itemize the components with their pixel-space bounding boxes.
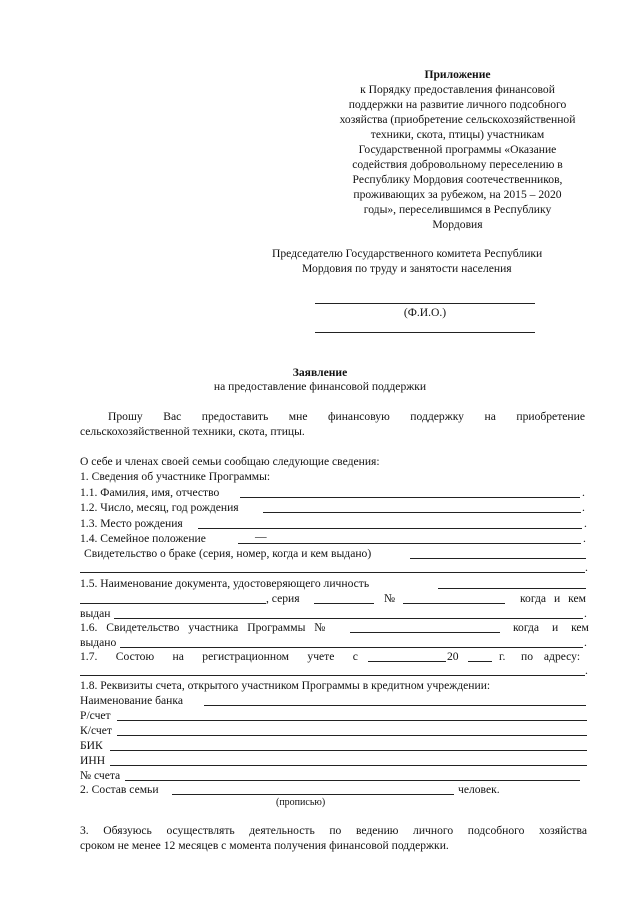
appendix-line: к Порядку предоставления финансовой bbox=[360, 83, 555, 96]
statement-subtitle: на предоставление финансовой поддержки bbox=[213, 380, 427, 393]
section-1-8-title: 1.8. Реквизиты счета, открытого участником Программы в кредитном учреждении: bbox=[80, 679, 491, 692]
request-line-2: сельскохозяйственной техники, скота, птицы. bbox=[80, 425, 305, 438]
issued-line[interactable] bbox=[114, 618, 583, 619]
addressee-line-2: Мордовия по труду и занятости населения bbox=[302, 262, 512, 275]
appendix-line: техники, скота, птицы) участникам bbox=[370, 128, 545, 141]
appendix-line: Республику Мордовия соотечественников, bbox=[352, 173, 563, 186]
fio-line-bottom bbox=[315, 332, 535, 333]
field-1-1-label: 1.1. Фамилия, имя, отчество bbox=[80, 486, 220, 499]
section-3-line-2: сроком не менее 12 месяцев с момента получения финансовой поддержки. bbox=[80, 839, 449, 852]
field-1-3-label: 1.3. Место рождения bbox=[80, 517, 183, 530]
field-1-4-value: — bbox=[255, 530, 267, 543]
fio-line-top bbox=[315, 303, 535, 304]
number-sign-1: № bbox=[384, 592, 396, 605]
field-1-3-dot: . bbox=[584, 517, 587, 530]
bank-name-label: Наименование банка bbox=[80, 694, 183, 707]
appendix-title: Приложение bbox=[424, 68, 491, 81]
field-1-6-label: 1.6. Свидетельство участника Программы № bbox=[80, 621, 326, 634]
field-1-1-dot: . bbox=[582, 486, 585, 499]
request-line-1: Прошу Вас предоставить мне финансовую поддержку на приобретение bbox=[108, 410, 585, 423]
field-1-1-line[interactable] bbox=[240, 497, 580, 498]
year-prefix: 20 bbox=[447, 650, 459, 663]
field-1-2-dot: . bbox=[582, 501, 585, 514]
account-no-label: № счета bbox=[80, 769, 121, 782]
marriage-line-2[interactable] bbox=[80, 572, 585, 573]
bik-label: БИК bbox=[80, 739, 103, 752]
statement-title: Заявление bbox=[292, 366, 348, 379]
field-1-6-line[interactable] bbox=[350, 632, 500, 633]
year-line[interactable] bbox=[468, 661, 492, 662]
rs-label: Р/счет bbox=[80, 709, 111, 722]
appendix-line: годы», переселившимся в Республику bbox=[363, 203, 552, 216]
appendix-line: Мордовия bbox=[432, 218, 483, 231]
when-by-1 bbox=[520, 592, 586, 605]
when-by-2: когда и кем bbox=[513, 621, 589, 634]
bank-name-line[interactable] bbox=[204, 705, 586, 706]
issued2-line[interactable] bbox=[120, 647, 583, 648]
section-3-line-1: 3. Обязуюсь осуществлять деятельность по ведению личного подсобного хозяйства bbox=[80, 824, 587, 837]
appendix-line: хозяйства (приобретение сельскохозяйственной bbox=[339, 113, 576, 126]
intro-text: О себе и членах своей семьи сообщаю следующие сведения: bbox=[80, 455, 380, 468]
ks-line[interactable] bbox=[117, 735, 587, 736]
persons-label: человек. bbox=[458, 783, 500, 796]
address-dot: . bbox=[585, 664, 588, 677]
in-words-hint: (прописью) bbox=[276, 797, 326, 808]
fio-label: (Ф.И.О.) bbox=[403, 306, 447, 319]
issued2-label: выдано bbox=[80, 636, 117, 649]
field-1-7-label: 1.7. Состою на регистрационном учете с bbox=[80, 650, 358, 663]
number-line-1[interactable] bbox=[403, 603, 505, 604]
appendix-line: поддержки на развитие личного подсобного bbox=[348, 98, 567, 111]
bik-line[interactable] bbox=[110, 750, 587, 751]
family-count-line[interactable] bbox=[172, 794, 454, 795]
addressee-line-1: Председателю Государственного комитета Республики bbox=[272, 247, 543, 260]
series-line[interactable] bbox=[314, 603, 374, 604]
address-label: по адресу: bbox=[521, 650, 581, 663]
account-no-line[interactable] bbox=[125, 780, 580, 781]
series-label: , серия bbox=[266, 592, 300, 605]
field-1-4-label: 1.4. Семейное положение bbox=[80, 532, 206, 545]
field-1-5-line[interactable] bbox=[438, 588, 586, 589]
appendix-line: проживающих за рубежом, на 2015 – 2020 bbox=[353, 188, 562, 201]
inn-line[interactable] bbox=[110, 765, 587, 766]
when-by-word: и bbox=[554, 592, 561, 605]
appendix-line: содействия добровольному переселению в bbox=[352, 158, 563, 171]
appendix-line: Государственной программы «Оказание bbox=[358, 143, 557, 156]
field-1-4-line[interactable] bbox=[238, 543, 581, 544]
issued-dot: . bbox=[584, 607, 587, 620]
when-by-word: кем bbox=[568, 592, 586, 605]
inn-label: ИНН bbox=[80, 754, 106, 767]
field-1-4-dot: . bbox=[583, 532, 586, 545]
reg-date-line[interactable] bbox=[368, 661, 446, 662]
field-1-5-label: 1.5. Наименование документа, удостоверяющего личность bbox=[80, 577, 370, 590]
issued-label: выдан bbox=[80, 607, 111, 620]
section-1-title: 1. Сведения об участнике Программы: bbox=[80, 470, 271, 483]
ks-label: К/счет bbox=[80, 724, 112, 737]
rs-line[interactable] bbox=[117, 720, 587, 721]
field-1-3-line[interactable] bbox=[198, 528, 582, 529]
field-1-2-line[interactable] bbox=[263, 512, 581, 513]
issued2-dot: . bbox=[584, 636, 587, 649]
marriage-dot: . bbox=[585, 561, 588, 574]
year-suffix: г. bbox=[499, 650, 506, 663]
address-line[interactable] bbox=[80, 675, 585, 676]
when-by-word: когда bbox=[520, 592, 547, 605]
marriage-line[interactable] bbox=[410, 558, 586, 559]
field-1-2-label: 1.2. Число, месяц, год рождения bbox=[80, 501, 239, 514]
doc-name-line[interactable] bbox=[80, 603, 266, 604]
marriage-label: Свидетельство о браке (серия, номер, когда и кем выдано) bbox=[84, 547, 372, 560]
section-2-label: 2. Состав семьи bbox=[80, 783, 159, 796]
